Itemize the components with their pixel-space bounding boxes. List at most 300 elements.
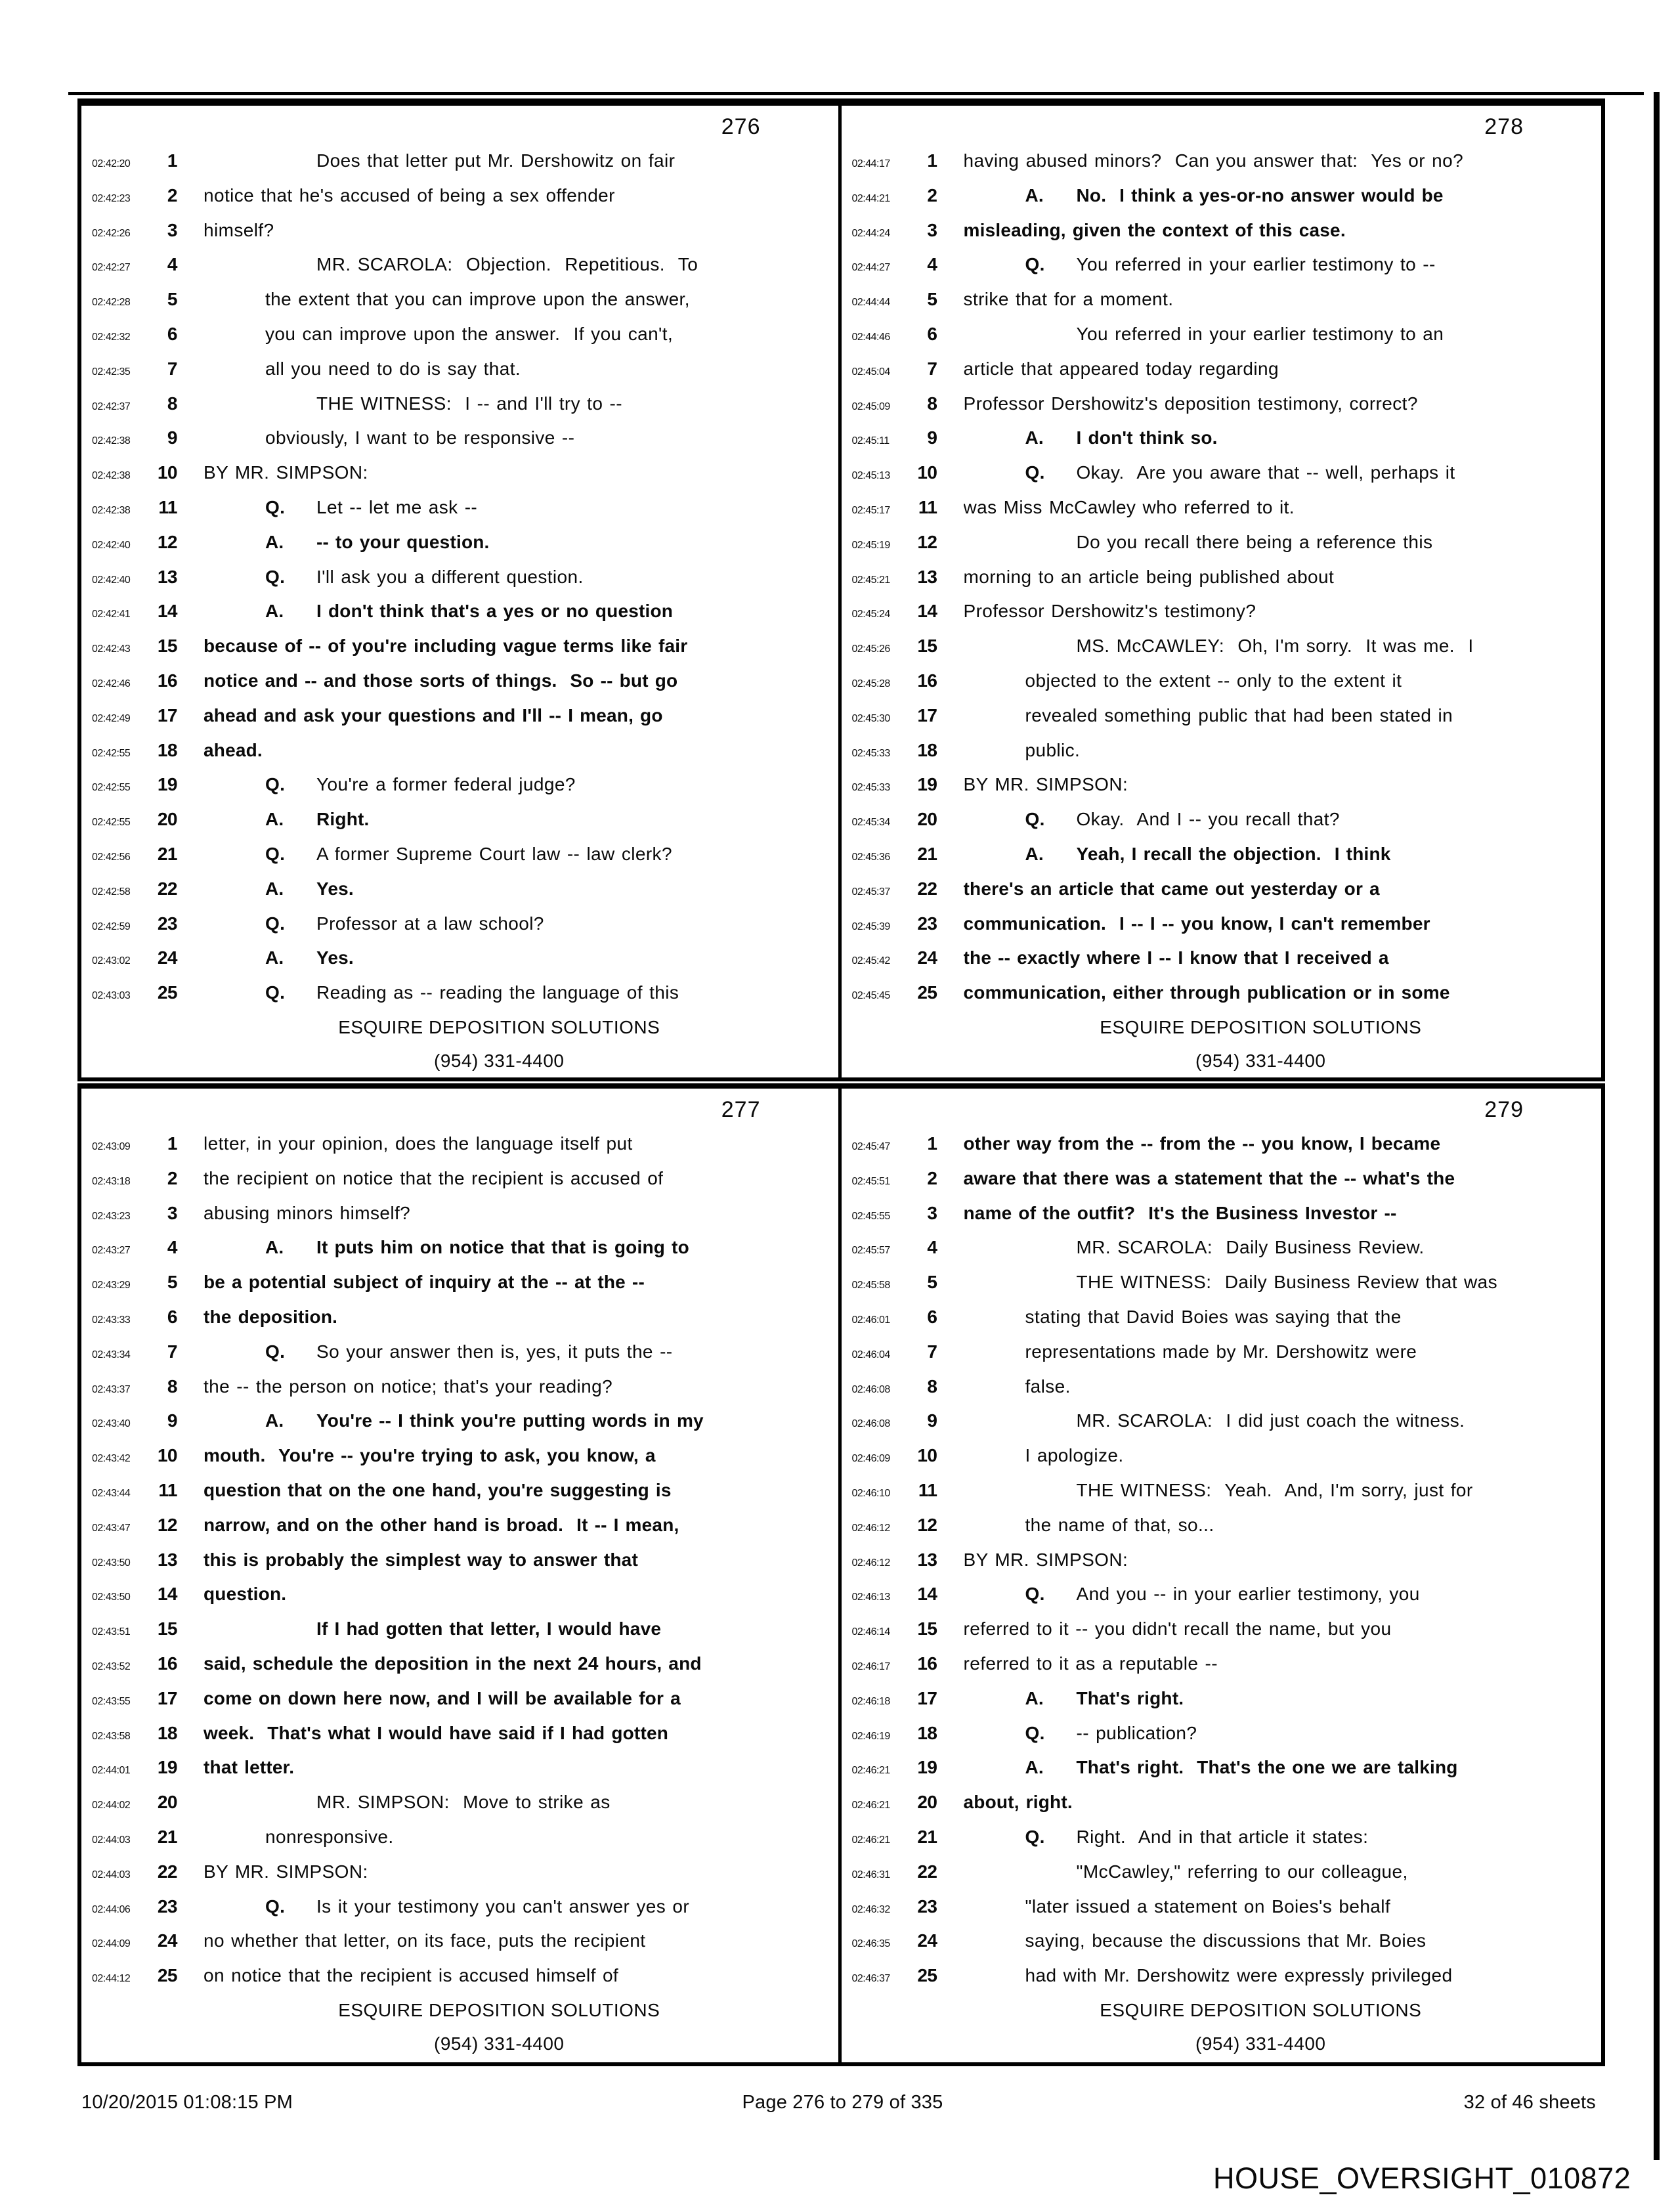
line-number: 8 xyxy=(927,1376,937,1397)
line-number: 10 xyxy=(917,462,937,483)
line-text: MR. SIMPSON: Move to strike as xyxy=(316,1792,611,1813)
line-text: come on down here now, and I will be available for a xyxy=(204,1687,681,1708)
line-number: 2 xyxy=(927,1167,937,1188)
line-text: revealed something public that had been stated in xyxy=(1025,705,1453,726)
line-text: Q. Okay. Are you aware that -- well, perhaps it xyxy=(964,456,1602,490)
transcript-line xyxy=(842,1161,1602,1196)
line-number: 4 xyxy=(927,1237,937,1258)
transcript-line xyxy=(81,1577,838,1612)
transcript-line xyxy=(842,1370,1602,1404)
line-number: 4 xyxy=(167,254,177,275)
line-number: 19 xyxy=(917,1757,937,1778)
line-text: A. I don't think that's a yes or no question xyxy=(204,594,838,629)
line-number: 1 xyxy=(167,150,177,171)
line-number: 24 xyxy=(917,947,937,968)
transcript-line xyxy=(842,664,1602,699)
timestamp: 02:46:17 xyxy=(851,1660,890,1672)
timestamp: 02:45:30 xyxy=(851,712,890,724)
transcript-line xyxy=(81,594,838,629)
timestamp: 02:45:58 xyxy=(851,1280,890,1291)
transcript-line xyxy=(842,387,1602,422)
line-text: A. I don't think so. xyxy=(964,421,1602,456)
line-text: BY MR. SIMPSON: xyxy=(204,462,368,483)
line-text: this is probably the simplest way to answer that xyxy=(204,1549,638,1570)
line-text: saying, because the discussions that Mr. Boies xyxy=(1025,1930,1427,1951)
line-text: letter, in your opinion, does the language itself put xyxy=(204,1133,633,1154)
line-text: referred to it as a reputable -- xyxy=(963,1653,1218,1674)
line-text: A. Yes. xyxy=(204,872,838,907)
line-text: A. Yes. xyxy=(204,941,838,976)
timestamp: 02:42:28 xyxy=(92,297,131,309)
line-number: 4 xyxy=(927,254,937,275)
line-number: 5 xyxy=(167,1272,177,1293)
transcript-line xyxy=(81,1335,838,1370)
line-number: 11 xyxy=(158,1479,177,1500)
line-number: 6 xyxy=(167,1306,177,1327)
line-text: misleading, given the context of this case. xyxy=(963,219,1346,240)
timestamp: 02:42:58 xyxy=(92,886,131,898)
speaker-marker: A. xyxy=(1025,843,1044,864)
transcript-line xyxy=(81,1508,838,1543)
line-number: 11 xyxy=(158,496,177,517)
transcript-line xyxy=(81,1785,838,1820)
timestamp: 02:43:42 xyxy=(92,1453,131,1465)
timestamp: 02:45:33 xyxy=(851,747,890,759)
transcript-line xyxy=(81,1370,838,1404)
transcript-line xyxy=(842,1265,1602,1300)
timestamp: 02:45:28 xyxy=(851,678,890,689)
timestamp: 02:43:50 xyxy=(92,1557,131,1569)
line-number: 2 xyxy=(167,184,177,206)
line-text: Professor Dershowitz's testimony? xyxy=(963,601,1256,622)
timestamp: 02:44:46 xyxy=(851,331,890,343)
line-number: 10 xyxy=(157,462,177,483)
timestamp: 02:44:09 xyxy=(92,1938,131,1950)
line-number: 23 xyxy=(917,1896,937,1917)
line-number: 14 xyxy=(917,601,937,622)
transcript-line xyxy=(842,1647,1602,1681)
transcript-line xyxy=(842,1681,1602,1716)
line-text: false. xyxy=(1025,1376,1071,1397)
line-text: Q. Reading as -- reading the language of this xyxy=(204,976,838,1010)
line-text: having abused minors? Can you answer that: Yes or no? xyxy=(963,150,1464,171)
line-text: Q. You referred in your earlier testimony to -- xyxy=(964,248,1602,282)
line-number: 7 xyxy=(167,358,177,379)
line-text: public. xyxy=(1025,739,1081,760)
transcript-line xyxy=(81,490,838,525)
line-number: 16 xyxy=(917,1653,937,1674)
transcript-line xyxy=(842,490,1602,525)
line-number: 5 xyxy=(927,289,937,310)
line-text: THE WITNESS: I -- and I'll try to -- xyxy=(316,393,622,414)
speaker-marker: A. xyxy=(1025,427,1044,448)
line-text: BY MR. SIMPSON: xyxy=(963,774,1128,795)
transcript-line xyxy=(81,872,838,907)
line-text: A. No. I think a yes-or-no answer would be xyxy=(964,179,1602,213)
line-text: stating that David Boies was saying that the xyxy=(1025,1306,1402,1327)
line-text: A. -- to your question. xyxy=(204,525,838,560)
line-text: referred to it -- you didn't recall the name, but you xyxy=(963,1618,1392,1639)
line-number: 8 xyxy=(927,393,937,414)
line-number: 7 xyxy=(927,1341,937,1362)
timestamp: 02:45:47 xyxy=(851,1141,890,1152)
line-text: that letter. xyxy=(204,1757,295,1778)
line-text: Q. And you -- in your earlier testimony, you xyxy=(964,1577,1602,1612)
transcript-line xyxy=(842,1473,1602,1508)
timestamp: 02:43:33 xyxy=(92,1314,131,1326)
timestamp: 02:43:23 xyxy=(92,1210,131,1222)
line-text: morning to an article being published about xyxy=(963,566,1335,587)
timestamp: 02:46:18 xyxy=(851,1695,890,1707)
transcript-line xyxy=(81,456,838,490)
timestamp: 02:42:38 xyxy=(92,435,131,447)
transcript-line xyxy=(842,1196,1602,1231)
timestamp: 02:46:32 xyxy=(851,1903,890,1915)
line-text: was Miss McCawley who referred to it. xyxy=(963,496,1295,517)
transcript-line xyxy=(842,1890,1602,1924)
transcript-line xyxy=(842,144,1602,179)
line-text: communication. I -- I -- you know, I can't remember xyxy=(963,913,1430,934)
line-number: 16 xyxy=(157,670,177,691)
line-text: communication, either through publication or in some xyxy=(963,982,1450,1003)
line-number: 18 xyxy=(157,1722,177,1743)
timestamp: 02:43:44 xyxy=(92,1487,131,1499)
line-text: Does that letter put Mr. Dershowitz on fair xyxy=(316,150,676,171)
timestamp: 02:46:21 xyxy=(851,1834,890,1846)
transcript-line xyxy=(81,1543,838,1578)
timestamp: 02:46:35 xyxy=(851,1938,890,1950)
line-text: Q. A former Supreme Court law -- law clerk? xyxy=(204,837,838,872)
transcript-line xyxy=(842,352,1602,387)
line-text: notice that he's accused of being a sex offender xyxy=(204,184,615,206)
page-number: 279 xyxy=(1484,1097,1524,1122)
page-number: 276 xyxy=(721,114,761,139)
line-text: MR. SCAROLA: I did just coach the witness. xyxy=(1076,1410,1465,1431)
reporter-vendor-block xyxy=(180,1993,819,2060)
transcript-line xyxy=(81,1439,838,1473)
line-number: 24 xyxy=(157,947,177,968)
timestamp: 02:42:40 xyxy=(92,539,131,551)
line-text: ahead. xyxy=(204,739,263,760)
timestamp: 02:43:27 xyxy=(92,1245,131,1257)
transcript-line xyxy=(81,768,838,802)
timestamp: 02:46:10 xyxy=(851,1487,890,1499)
line-number: 10 xyxy=(917,1445,937,1466)
transcript-line xyxy=(81,664,838,699)
transcript-line xyxy=(81,1161,838,1196)
timestamp: 02:44:27 xyxy=(851,262,890,274)
timestamp: 02:46:21 xyxy=(851,1765,890,1777)
line-text: no whether that letter, on its face, puts the recipient xyxy=(204,1930,646,1951)
transcript-line xyxy=(842,768,1602,802)
line-text: you can improve upon the answer. If you can't, xyxy=(265,323,674,344)
timestamp: 02:44:21 xyxy=(851,192,890,204)
line-number: 12 xyxy=(157,531,177,552)
line-number: 13 xyxy=(917,566,937,587)
line-number: 19 xyxy=(157,774,177,795)
timestamp: 02:42:26 xyxy=(92,227,131,239)
transcript-page-278 xyxy=(842,106,1602,1077)
transcript-line xyxy=(81,144,838,179)
transcript-line xyxy=(81,1890,838,1924)
line-number: 25 xyxy=(157,982,177,1003)
transcript-line xyxy=(81,733,838,768)
line-number: 16 xyxy=(157,1653,177,1674)
transcript-line xyxy=(842,976,1602,1010)
transcript-line xyxy=(81,802,838,837)
speaker-marker: Q. xyxy=(265,496,286,517)
transcript-line xyxy=(81,282,838,317)
line-text: narrow, and on the other hand is broad. It -- I mean, xyxy=(204,1514,679,1535)
transcript-line xyxy=(842,802,1602,837)
transcript-line xyxy=(81,1127,838,1161)
line-number: 22 xyxy=(157,1861,177,1882)
speaker-marker: A. xyxy=(1025,184,1044,206)
timestamp: 02:43:40 xyxy=(92,1418,131,1430)
transcript-line xyxy=(81,248,838,282)
line-number: 20 xyxy=(157,809,177,830)
line-text: name of the outfit? It's the Business Investor -- xyxy=(963,1202,1397,1223)
transcript-line xyxy=(842,1543,1602,1578)
transcript-line xyxy=(81,1230,838,1265)
line-text: Professor Dershowitz's deposition testimony, correct? xyxy=(963,393,1418,414)
line-text: MS. McCAWLEY: Oh, I'm sorry. It was me. I xyxy=(1076,636,1474,657)
timestamp: 02:44:06 xyxy=(92,1903,131,1915)
timestamp: 02:45:37 xyxy=(851,886,890,898)
line-number: 5 xyxy=(167,289,177,310)
line-number: 11 xyxy=(918,496,937,517)
footer-page-range: Page 276 to 279 of 335 xyxy=(742,2092,943,2113)
line-text: strike that for a moment. xyxy=(963,289,1174,310)
transcript-page-276 xyxy=(81,106,842,1077)
timestamp: 02:42:41 xyxy=(92,609,131,620)
line-text: had with Mr. Dershowitz were expressly privileged xyxy=(1025,1965,1453,1986)
transcript-line xyxy=(81,629,838,664)
line-number: 20 xyxy=(157,1792,177,1813)
transcript-line xyxy=(842,1404,1602,1439)
timestamp: 02:42:27 xyxy=(92,262,131,274)
line-number: 18 xyxy=(917,739,937,760)
line-number: 21 xyxy=(917,1826,937,1847)
speaker-marker: Q. xyxy=(265,774,286,795)
line-number: 23 xyxy=(157,1896,177,1917)
line-text: Q. Is it your testimony you can't answer yes or xyxy=(204,1890,838,1924)
timestamp: 02:42:49 xyxy=(92,712,131,724)
speaker-marker: Q. xyxy=(1025,1584,1045,1605)
timestamp: 02:46:21 xyxy=(851,1800,890,1811)
line-number: 14 xyxy=(157,601,177,622)
timestamp: 02:44:03 xyxy=(92,1834,131,1846)
timestamp: 02:43:02 xyxy=(92,955,131,967)
line-number: 12 xyxy=(157,1514,177,1535)
timestamp: 02:42:55 xyxy=(92,817,131,829)
vendor-phone: (954) 331-4400 xyxy=(434,2033,565,2054)
transcript-line xyxy=(842,629,1602,664)
line-text: A. That's right. xyxy=(964,1681,1602,1716)
transcript-line xyxy=(842,1508,1602,1543)
speaker-marker: A. xyxy=(265,1410,284,1431)
transcript-line xyxy=(81,1681,838,1716)
line-text: the deposition. xyxy=(204,1306,338,1327)
line-number: 25 xyxy=(917,1965,937,1986)
sheet-footer xyxy=(79,2092,1606,2122)
timestamp: 02:43:51 xyxy=(92,1626,131,1638)
vendor-phone: (954) 331-4400 xyxy=(1195,2033,1326,2054)
line-number: 22 xyxy=(917,878,937,899)
timestamp: 02:45:11 xyxy=(851,435,890,447)
line-number: 16 xyxy=(917,670,937,691)
timestamp: 02:44:02 xyxy=(92,1800,131,1811)
transcript-line xyxy=(81,1959,838,1993)
speaker-marker: Q. xyxy=(1025,1826,1045,1847)
timestamp: 02:45:57 xyxy=(851,1245,890,1257)
timestamp: 02:44:44 xyxy=(851,297,890,309)
transcript-line xyxy=(842,179,1602,213)
footer-datetime: 10/20/2015 01:08:15 PM xyxy=(81,2092,293,2113)
line-text: THE WITNESS: Yeah. And, I'm sorry, just for xyxy=(1076,1479,1473,1500)
timestamp: 02:43:58 xyxy=(92,1730,131,1742)
transcript-sheet-upper xyxy=(77,98,1605,1081)
transcript-line xyxy=(81,1647,838,1681)
line-text: MR. SCAROLA: Objection. Repetitious. To xyxy=(316,254,698,275)
line-number: 12 xyxy=(917,1514,937,1535)
line-text: You referred in your earlier testimony to an xyxy=(1076,323,1444,344)
timestamp: 02:46:12 xyxy=(851,1557,890,1569)
timestamp: 02:43:37 xyxy=(92,1383,131,1395)
speaker-marker: Q. xyxy=(265,1896,286,1917)
speaker-marker: A. xyxy=(265,947,284,968)
transcript-line xyxy=(842,1785,1602,1820)
transcript-line xyxy=(842,282,1602,317)
line-number: 24 xyxy=(157,1930,177,1951)
transcript-line xyxy=(842,1750,1602,1785)
timestamp: 02:44:24 xyxy=(851,227,890,239)
line-number: 7 xyxy=(927,358,937,379)
transcript-line xyxy=(842,456,1602,490)
line-text: Q. Okay. And I -- you recall that? xyxy=(964,802,1602,837)
timestamp: 02:45:34 xyxy=(851,817,890,829)
timestamp: 02:43:09 xyxy=(92,1141,131,1152)
timestamp: 02:46:08 xyxy=(851,1418,890,1430)
line-text: himself? xyxy=(204,219,274,240)
line-number: 9 xyxy=(167,427,177,448)
transcript-line xyxy=(81,179,838,213)
timestamp: 02:45:24 xyxy=(851,609,890,620)
line-text: BY MR. SIMPSON: xyxy=(204,1861,368,1882)
line-number: 6 xyxy=(167,323,177,344)
line-text: THE WITNESS: Daily Business Review that was xyxy=(1076,1272,1498,1293)
reporter-vendor-block xyxy=(940,1993,1582,2060)
transcript-line xyxy=(81,1820,838,1855)
timestamp: 02:42:23 xyxy=(92,192,131,204)
line-number: 17 xyxy=(157,705,177,726)
line-number: 3 xyxy=(167,219,177,240)
timestamp: 02:42:55 xyxy=(92,747,131,759)
line-text: the -- exactly where I -- I know that I received a xyxy=(963,947,1389,968)
line-number: 20 xyxy=(917,809,937,830)
timestamp: 02:46:09 xyxy=(851,1453,890,1465)
transcript-line xyxy=(842,1820,1602,1855)
timestamp: 02:42:56 xyxy=(92,851,131,863)
vendor-name: ESQUIRE DEPOSITION SOLUTIONS xyxy=(338,1016,660,1037)
line-number: 21 xyxy=(917,843,937,864)
timestamp: 02:45:45 xyxy=(851,990,890,1002)
line-number: 1 xyxy=(167,1133,177,1154)
line-text: obviously, I want to be responsive -- xyxy=(265,427,575,448)
timestamp: 02:43:50 xyxy=(92,1592,131,1603)
transcript-line xyxy=(842,699,1602,733)
line-number: 21 xyxy=(157,1826,177,1847)
transcript-line xyxy=(842,733,1602,768)
line-text: because of -- of you're including vague terms like fair xyxy=(204,636,688,657)
line-number: 13 xyxy=(917,1549,937,1570)
line-number: 13 xyxy=(157,566,177,587)
transcript-line xyxy=(842,317,1602,352)
line-number: 13 xyxy=(157,1549,177,1570)
transcript-line xyxy=(81,941,838,976)
bates-number: HOUSE_OVERSIGHT_010872 xyxy=(1213,2161,1631,2195)
line-text: nonresponsive. xyxy=(265,1826,394,1847)
speaker-marker: Q. xyxy=(265,913,286,934)
line-number: 15 xyxy=(917,1618,937,1639)
line-number: 3 xyxy=(927,219,937,240)
timestamp: 02:43:29 xyxy=(92,1280,131,1291)
timestamp: 02:43:47 xyxy=(92,1522,131,1534)
timestamp: 02:46:19 xyxy=(851,1730,890,1742)
timestamp: 02:45:17 xyxy=(851,504,890,516)
vendor-phone: (954) 331-4400 xyxy=(1195,1050,1326,1071)
timestamp: 02:45:42 xyxy=(851,955,890,967)
transcript-line xyxy=(81,976,838,1010)
line-number: 25 xyxy=(917,982,937,1003)
line-text: there's an article that came out yesterday or a xyxy=(963,878,1380,899)
timestamp: 02:42:38 xyxy=(92,504,131,516)
line-text: Q. You're a former federal judge? xyxy=(204,768,838,802)
timestamp: 02:46:08 xyxy=(851,1383,890,1395)
timestamp: 02:46:04 xyxy=(851,1349,890,1360)
line-text: representations made by Mr. Dershowitz were xyxy=(1025,1341,1417,1362)
transcript-line xyxy=(842,907,1602,942)
line-text: article that appeared today regarding xyxy=(963,358,1279,379)
transcript-line xyxy=(842,1612,1602,1647)
transcript-line xyxy=(842,1230,1602,1265)
transcript-line xyxy=(842,1439,1602,1473)
line-number: 14 xyxy=(917,1584,937,1605)
line-number: 24 xyxy=(917,1930,937,1951)
transcript-line xyxy=(81,699,838,733)
transcript-line xyxy=(842,941,1602,976)
line-text: Q. I'll ask you a different question. xyxy=(204,560,838,595)
timestamp: 02:45:26 xyxy=(851,643,890,655)
transcript-line xyxy=(81,907,838,942)
timestamp: 02:42:35 xyxy=(92,366,131,378)
line-number: 14 xyxy=(157,1584,177,1605)
line-text: the extent that you can improve upon the answer, xyxy=(265,289,690,310)
line-number: 9 xyxy=(167,1410,177,1431)
transcript-line xyxy=(81,213,838,248)
line-text: Do you recall there being a reference this xyxy=(1076,531,1433,552)
line-text: Q. -- publication? xyxy=(964,1716,1602,1751)
timestamp: 02:42:32 xyxy=(92,331,131,343)
speaker-marker: A. xyxy=(1025,1687,1044,1708)
transcript-line xyxy=(842,594,1602,629)
timestamp: 02:44:17 xyxy=(851,158,890,169)
timestamp: 02:43:34 xyxy=(92,1349,131,1360)
line-number: 19 xyxy=(917,774,937,795)
speaker-marker: Q. xyxy=(1025,809,1045,830)
line-text: question that on the one hand, you're suggesting is xyxy=(204,1479,672,1500)
timestamp: 02:45:04 xyxy=(851,366,890,378)
